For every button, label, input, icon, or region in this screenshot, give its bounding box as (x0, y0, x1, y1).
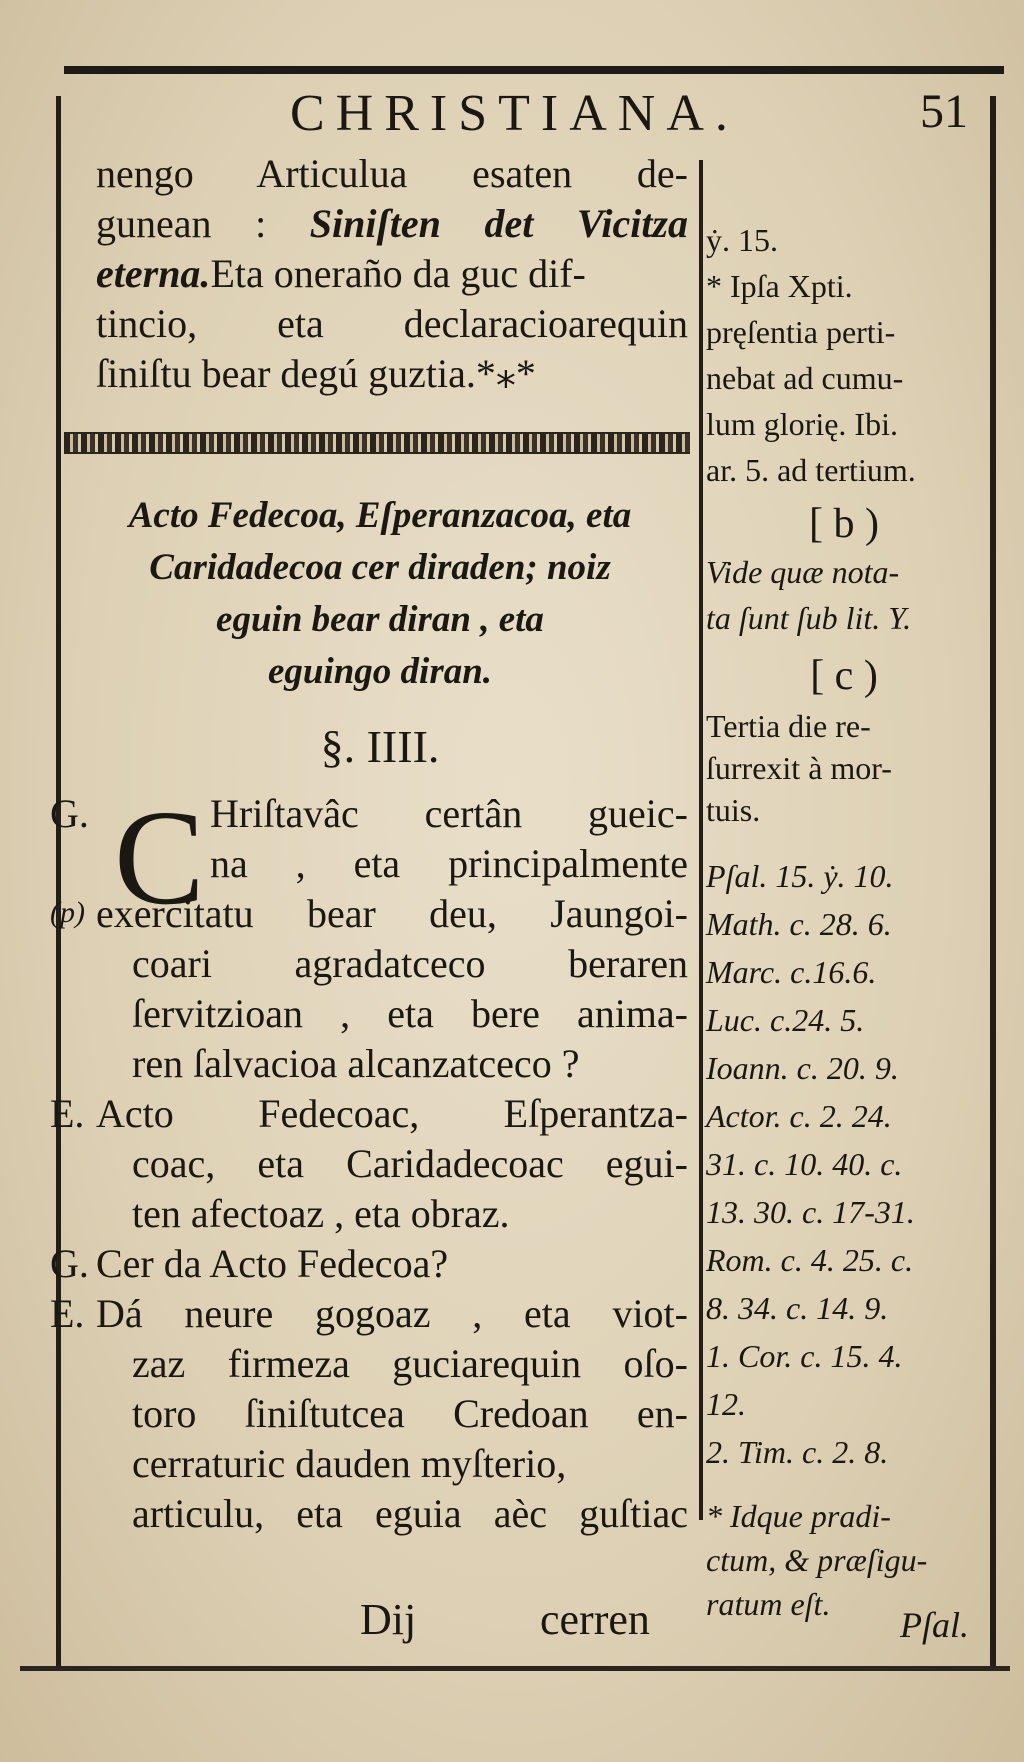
sidenote-line: 12. (706, 1386, 746, 1422)
sidenote-line: ſurrexit à mor- (706, 750, 892, 786)
sidenote-line: * Ipſa Xpti. (706, 268, 853, 304)
left-frame-rule (56, 96, 61, 1666)
column-rule (699, 160, 703, 1520)
drop-capital: C (114, 783, 205, 933)
sidenote-line: Luc. c.24. 5. (706, 1002, 865, 1038)
dialogue-line: exercitatu bear deu, Jaungoi- (96, 891, 688, 936)
speaker-prefix: E. (50, 1291, 85, 1336)
sidenote-line: pręſentia perti- (706, 314, 896, 350)
sidenote-line: Math. c. 28. 6. (706, 906, 892, 942)
sidenote-line: Vide quæ nota- (706, 554, 900, 590)
sidenote-line: Pſal. 15. ẏ. 10. (706, 858, 894, 894)
sidenote-line: 8. 34. c. 14. 9. (706, 1290, 889, 1326)
section-title-line: Caridadecoa cer diraden; noiz (149, 547, 611, 588)
dialogue-line: cerraturic dauden myſterio, (132, 1441, 567, 1486)
text-line: nengo Articulua esaten de- (96, 151, 688, 196)
dialogue-line: ſervitzioan , eta bere anima- (132, 991, 688, 1036)
italic-phrase: eterna. (96, 251, 211, 296)
sidenote-line: Actor. c. 2. 24. (706, 1098, 892, 1134)
speaker-prefix: G. (50, 791, 89, 836)
sidenote-line: 13. 30. c. 17-31. (706, 1194, 915, 1230)
sidenote-line: ratum eſt. (706, 1586, 831, 1622)
dialogue-line: Dá neure gogoaz , eta viot- (96, 1291, 688, 1336)
dialogue-line: zaz firmeza guciarequin oſo- (132, 1341, 688, 1386)
note-mark-b: [ b ) (809, 501, 879, 547)
catchword: cerren (540, 1595, 650, 1644)
italic-phrase: Siniſten det Vicitza (309, 201, 688, 246)
text-line: ſiniſtu bear degú guztia.*⁎* (96, 351, 536, 396)
sidenote-line: ctum, & præſigu- (706, 1542, 928, 1578)
sidenote-line: Ioann. c. 20. 9. (706, 1050, 899, 1086)
sidenote-line: Tertia die re- (706, 708, 871, 744)
dialogue-line: coac, eta Caridadecoac egui- (132, 1141, 688, 1186)
sidenote-line: Rom. c. 4. 25. c. (706, 1242, 914, 1278)
speaker-prefix: G. (50, 1241, 89, 1286)
dialogue-line: na , eta principalmente (210, 841, 688, 886)
sidenote-line: tuis. (706, 792, 761, 828)
section-title (70, 490, 690, 698)
top-rule (64, 66, 1004, 74)
signature-mark: Dij (360, 1595, 417, 1644)
section-title-line: eguin bear diran , eta (216, 599, 544, 640)
speaker-prefix: E. (50, 1091, 85, 1136)
speaker-prefix: (p) (50, 896, 85, 929)
dialogue-line: Hriſtavâc certân gueic- (210, 791, 688, 836)
text-line (96, 200, 688, 247)
dialogue-line: toro ſiniſtutcea Credoan en- (132, 1391, 688, 1436)
sidenote-line: lum glorię. Ibi. (706, 406, 898, 442)
sidenote-line: ta ſunt ſub lit. Υ. (706, 600, 912, 636)
dialogue-line: Acto Fedecoac, Eſperantza- (96, 1091, 688, 1136)
text-segment: Eta oneraño da guc dif- (210, 251, 586, 296)
section-number: §. IIII. (320, 721, 440, 772)
sidenote-line: 1. Cor. c. 15. 4. (706, 1338, 903, 1374)
dialogue-line: ren ſalvacioa alcanzatceco ? (132, 1041, 580, 1086)
page-number: 51 (920, 85, 968, 138)
note-mark-c: [ c ) (810, 653, 878, 699)
section-title-line: eguingo diran. (267, 651, 493, 692)
section-title-line: Acto Fedecoa, Eſperanzacoa, eta (128, 495, 632, 536)
text-line (96, 250, 688, 297)
sidenote-line: 31. c. 10. 40. c. (706, 1146, 903, 1182)
sidenote-line: nebat ad cumu- (706, 360, 904, 396)
running-head: CHRISTIANA. (290, 85, 739, 142)
text-line: tincio, eta declaracioarequin (96, 301, 688, 346)
sidenote-line: Marc. c.16.6. (706, 954, 877, 990)
dialogue-line: ten afectoaz , eta obraz. (132, 1191, 510, 1236)
ornament-rule (64, 432, 690, 454)
sidenote-line: ar. 5. ad tertium. (706, 452, 916, 488)
sidenote-line: 2. Tim. c. 2. 8. (706, 1434, 889, 1470)
bottom-rule (20, 1666, 1010, 1671)
dialogue-line: articulu, eta eguia aèc guſtiac (132, 1491, 688, 1536)
sidenote-line: ẏ. 15. (706, 222, 778, 258)
sidenote-line: * Idque pradi- (706, 1498, 891, 1534)
sidenote-catchword: Pſal. (900, 1605, 969, 1645)
text-segment: gunean : (96, 201, 310, 246)
dialogue-line: Cer da Acto Fedecoa? (96, 1241, 449, 1286)
right-frame-rule (990, 96, 996, 1666)
dialogue-line: coari agradatceco beraren (132, 941, 688, 986)
